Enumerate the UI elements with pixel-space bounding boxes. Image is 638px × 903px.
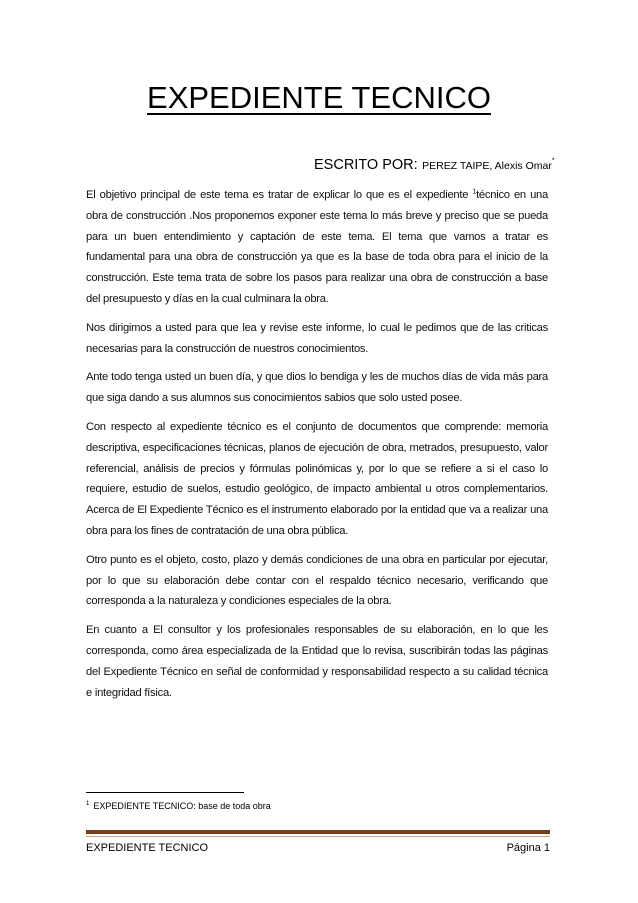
footnote-divider (86, 792, 244, 793)
author-mark: * (551, 157, 555, 165)
author-line (314, 156, 555, 174)
paragraph-5: Otro punto es el objeto, costo, plazo y demás condiciones de una obra en particular por ejecutar, por lo que su elaboración debe contar con el respaldo técnico necesario, verificando que corresponda a la naturaleza y condiciones especiales de la obra. (86, 553, 548, 608)
author-name: PEREZ TAIPE, Alexis Omar (422, 160, 552, 172)
footnote-number: 1 (86, 801, 90, 807)
paragraph-2: Nos dirigimos a usted para que lea y revise este informe, lo cual le pedimos que de las criticas necesarias para la construcción de nuestros conocimientos. (86, 321, 548, 355)
footer-title: EXPEDIENTE TECNICO (86, 842, 209, 854)
paragraph-3: Ante todo tenga usted un buen día, y que dios lo bendiga y les de muchos días de vida más para que siga dando a sus alumnos sus conocimientos sabios que solo usted posee. (86, 371, 548, 405)
paragraph-6: En cuanto a El consultor y los profesionales responsables de su elaboración, en lo que les corresponda, como área especializada de la Entidad que lo revisa, suscribirán todas las páginas del Expediente Técnico en señal de conformidad y responsabilidad respecto a su calidad técnica e integridad física. (86, 624, 548, 699)
author-label: ESCRITO POR: (314, 157, 418, 173)
paragraph-4: Con respecto al expediente técnico es el conjunto de documentos que comprende: memoria descriptiva, especificaciones técnicas, planos de ejecución de obra, metrados, presupuesto, valor referencial, análisis de precios y fórmulas polinómicas y, por lo que se refiere a si el caso lo requiere, estudio de suelos, estudio geológico, de impacto ambiental u otros complementarios. Acerca de El Expediente Técnico es el instrumento elaborado por la entidad que va a realizar una obra para los fines de contratación de una obra pública. (86, 420, 548, 537)
document-body (86, 185, 548, 711)
page-number: Página 1 (506, 842, 550, 854)
footnote-text: EXPEDIENTE TECNICO: base de toda obra (93, 801, 271, 811)
footer-divider-thin (86, 836, 550, 837)
footnote (86, 801, 271, 811)
paragraph-1: El objetivo principal de este tema es tratar de explicar lo que es el expediente $^1$técnico en una obra de construcción .Nos proponemos exponer este tema lo más breve y preciso que se pueda para un buen entendimiento y captación de este tema. El tema que vamos a tratar es fundamental para una obra de construcción ya que es la base de toda obra para el inicio de la construcción. Este tema trata de sobre los pasos para realizar una obra de construcción a base del presupuesto y días en la cual culminara la obra. (86, 188, 548, 305)
document-title: EXPEDIENTE TECNICO (147, 80, 491, 115)
footer-divider (86, 830, 550, 834)
footnote-ref[interactable]: 1 (472, 188, 477, 196)
